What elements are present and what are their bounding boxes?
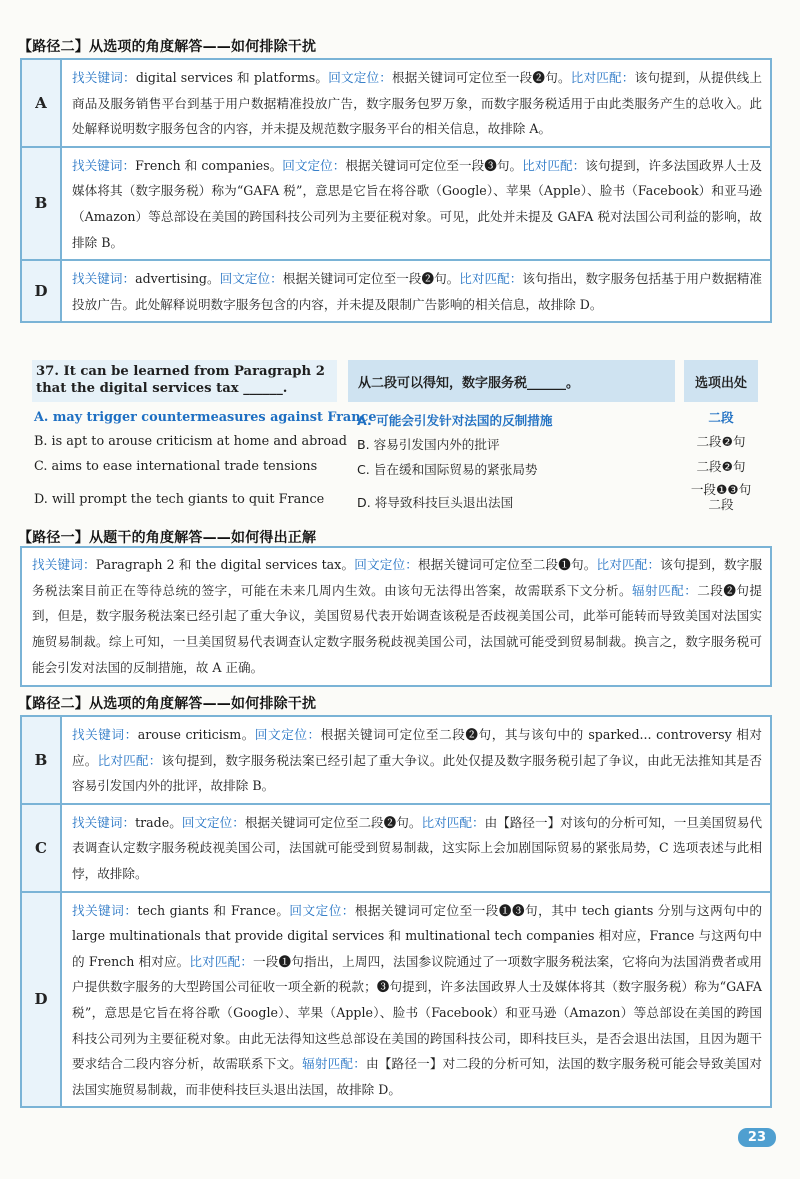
keyword-text: French 和 companies。: [135, 157, 283, 173]
option-row-b: [22, 717, 770, 805]
radiate-label: 辐射匹配：: [632, 582, 698, 598]
match-text: 该句指出，数字服务包括基于用户数据精准投放广告。此处解释说明数字服务包含的内容，并未提及限制广告影响的相关信息，故排除 D。: [72, 271, 763, 312]
keyword-label: 找关键词：: [72, 271, 136, 287]
option-c-en: C. aims to ease international trade tensions: [34, 459, 318, 474]
option-a-cn: A. 可能会引发针对法国的反制措施: [357, 413, 553, 428]
path1-analysis-box: [20, 546, 772, 687]
locate-label: 回文定位：: [328, 70, 393, 85]
source-header: 选项出处: [684, 360, 758, 402]
match-text: 一段❶句指出，上周四，法国参议院通过了一项数字服务税法案，它将向为法国消费者或用户提供数字服务的大型跨国公司征收一项全新的税款；❸句提到，许多法国政界人士及媒体将其（数字服务税）称为“GAFA 税”，意思是它旨在将谷歌（Google）、苹果（Apple）、脸书（Facebook）和亚马逊（Amazon）等总部设在美国的跨国科技公司列为主要征税对象。由此无法得知这些总部设在美国的跨国科技公司，即科技巨头，是否会退出法国，且因为题干要求结合二段内容分析，故需联系下文。: [72, 953, 763, 1072]
keyword-text: trade。: [135, 814, 182, 830]
option-a-source: 二段: [708, 410, 734, 425]
locate-text: 根据关键词可定位至二段❶句。: [417, 557, 597, 572]
match-label: 比对匹配：: [596, 557, 661, 572]
option-c-cn: C. 旨在缓和国际贸易的紧张局势: [357, 462, 538, 477]
keyword-text: digital services 和 platforms。: [135, 70, 329, 85]
match-text: 该句提到，从提供线上商品及服务销售平台到基于用户数据精准投放广告，数字服务包罗万象，而数字服务税适用于由此类服务产生的总收入。此处解释说明数字服务包含的内容，并未提及规范数字服务平台的相关信息，故排除 A。: [72, 70, 763, 137]
option-d-source-line1: 一段❶❸句: [690, 482, 752, 497]
match-label: 比对匹配：: [189, 953, 254, 969]
option-analysis: [62, 60, 770, 146]
section-heading-path1: 【路径一】从题干的角度解答——如何得出正解: [18, 530, 317, 546]
radiate-label: 辐射匹配：: [302, 1056, 366, 1072]
match-text: 由【路径一】对该句的分析可知，一旦美国贸易代表调查认定数字服务税歧视美国公司，法国就可能受到贸易制裁，这实际上会加剧国际贸易的紧张局势，C 选项表述与此相悖，故排除。: [72, 814, 763, 881]
question-37-table: [32, 360, 758, 520]
option-d-en: D. will prompt the tech giants to quit France: [34, 492, 325, 507]
page-number: 23: [738, 1128, 776, 1147]
option-b-cn: B. 容易引发国内外的批评: [357, 437, 500, 452]
option-row-d: [22, 893, 770, 1107]
locate-label: 回文定位：: [354, 557, 418, 572]
option-b-source: 二段❷句: [696, 434, 746, 449]
option-d-cn: D. 将导致科技巨头退出法国: [357, 495, 514, 510]
option-letter: D: [22, 261, 62, 321]
match-label: 比对匹配：: [421, 814, 485, 830]
match-text: 该句提到，许多法国政界人士及媒体将其（数字服务税）称为“GAFA 税”，意思是它旨在将谷歌（Google）、苹果（Apple）、脸书（Facebook）和亚马逊（Amazon）等总部设在美国的跨国科技公司列为主要征税对象。可见，此处并未提及 GAFA 税对法国公司利益的影响，故排除 B。: [72, 157, 763, 250]
locate-text: 根据关键词可定位至一段❷句。: [392, 70, 571, 85]
locate-label: 回文定位：: [181, 814, 245, 830]
option-d-source: [684, 482, 758, 512]
locate-label: 回文定位：: [254, 727, 321, 742]
match-label: 比对匹配：: [97, 752, 162, 768]
option-analysis: [62, 148, 770, 259]
radiate-text: 二段❷句提到，但是，数字服务税法案已经引起了重大争议，美国贸易代表开始调查该税是否歧视美国公司，此举可能转而导致美国对法国实施贸易制裁。综上可知，一旦美国贸易代表调查认定数字服务税歧视美国公司，法国就可能受到贸易制裁。换言之，数字服务税可能会引发对法国的反制措施，故 A 正确。: [32, 582, 763, 675]
locate-text: 根据关键词可定位至一段❷句。: [282, 271, 460, 287]
question-stem-cn: 从二段可以得知，数字服务税______。: [348, 360, 675, 402]
keyword-text: arouse criticism。: [137, 727, 255, 742]
option-letter: A: [22, 60, 62, 146]
option-row-a: [22, 60, 770, 148]
options-elimination-box-2: [20, 715, 772, 1108]
keyword-text: Paragraph 2 和 the digital services tax。: [95, 557, 355, 572]
option-letter: D: [22, 893, 62, 1107]
locate-label: 回文定位：: [282, 157, 346, 173]
keyword-text: tech giants 和 France。: [137, 902, 290, 918]
match-label: 比对匹配：: [522, 157, 586, 173]
keyword-label: 找关键词：: [72, 70, 136, 85]
locate-text: 根据关键词可定位至二段❷句。: [244, 814, 422, 830]
option-b-en: B. is apt to arouse criticism at home and abroad: [34, 434, 347, 449]
question-stem-en: 37. It can be learned from Paragraph 2 that the digital services tax ______.: [32, 360, 337, 402]
option-analysis: [62, 805, 770, 891]
keyword-label: 找关键词：: [72, 814, 136, 830]
option-letter: B: [22, 717, 62, 803]
keyword-label: 找关键词：: [32, 557, 96, 572]
match-text: 该句提到，数字服务税法案目前正在等待总统的签字，可能在未来几周内生效。由该句无法得出答案，故需联系下文分析。: [32, 557, 763, 598]
locate-label: 回文定位：: [219, 271, 283, 287]
match-label: 比对匹配：: [570, 70, 635, 85]
option-analysis: [62, 261, 770, 321]
locate-text: 根据关键词可定位至一段❶❸句，其中 tech giants 分别与这两句中的 large multinationals that provide digital services 和 multinational tech companies 相对应，France 与这两句中的 French 相对应。: [72, 902, 763, 969]
locate-text: 根据关键词可定位至一段❸句。: [345, 157, 523, 173]
option-analysis: [62, 893, 770, 1107]
locate-text: 根据关键词可定位至二段❷句，其与该句中的 sparked... controversy 相对应。: [72, 727, 763, 768]
option-a-en: A. may trigger countermeasures against France: [34, 410, 377, 425]
keyword-label: 找关键词：: [72, 727, 138, 742]
option-letter: B: [22, 148, 62, 259]
locate-label: 回文定位：: [289, 902, 355, 918]
option-row-b: [22, 148, 770, 261]
option-row-d: [22, 261, 770, 321]
match-label: 比对匹配：: [459, 271, 523, 287]
section-heading-path2: 【路径二】从选项的角度解答——如何排除干扰: [18, 39, 317, 55]
keyword-text: advertising。: [135, 271, 220, 287]
option-letter: C: [22, 805, 62, 891]
option-d-source-line2: 二段: [708, 497, 734, 512]
options-elimination-box-1: [20, 58, 772, 323]
option-analysis: [62, 717, 770, 803]
option-c-source: 二段❷句: [696, 459, 746, 474]
match-text: 该句提到，数字服务税法案已经引起了重大争议。此处仅提及数字服务税引起了争议，由此无法推知其是否容易引发国内外的批评，故排除 B。: [72, 752, 762, 794]
option-row-c: [22, 805, 770, 893]
section-heading-path2-second: 【路径二】从选项的角度解答——如何排除干扰: [18, 696, 317, 712]
keyword-label: 找关键词：: [72, 902, 138, 918]
radiate-text: 由【路径一】对二段的分析可知，法国的数字服务税可能会导致美国对法国实施贸易制裁，而非使科技巨头退出法国，故排除 D。: [72, 1056, 762, 1097]
keyword-label: 找关键词：: [72, 157, 136, 173]
